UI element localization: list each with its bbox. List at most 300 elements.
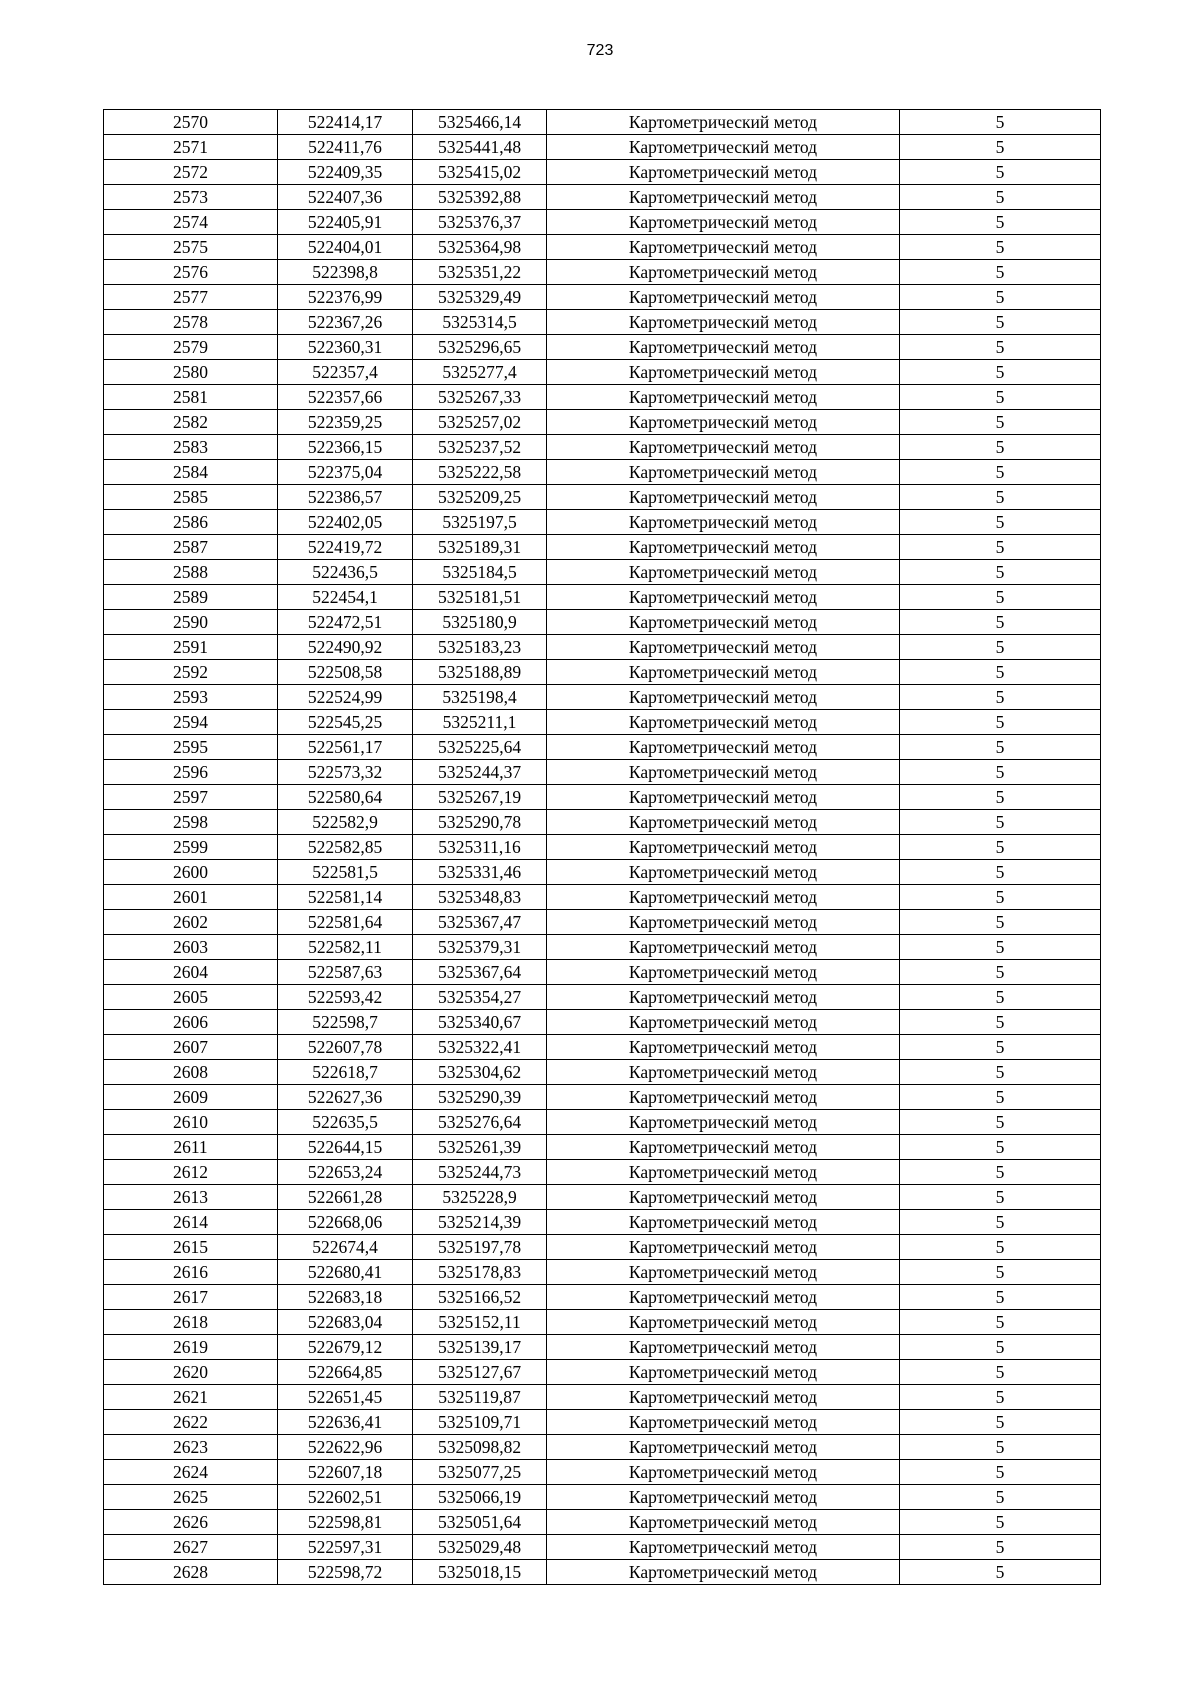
x-coordinate-cell: 522607,78 [278, 1035, 413, 1060]
method-cell: Картометрический метод [547, 510, 900, 535]
table-row [104, 985, 1101, 1010]
y-coordinate-cell: 5325152,11 [413, 1310, 547, 1335]
page-number: 723 [586, 42, 614, 59]
method-cell: Картометрический метод [547, 1085, 900, 1110]
y-coordinate-cell: 5325051,64 [413, 1510, 547, 1535]
accuracy-cell: 5 [900, 510, 1101, 535]
x-coordinate-cell: 522367,26 [278, 310, 413, 335]
x-coordinate-cell: 522366,15 [278, 435, 413, 460]
table-row [104, 1310, 1101, 1335]
y-coordinate-cell: 5325127,67 [413, 1360, 547, 1385]
method-cell: Картометрический метод [547, 885, 900, 910]
method-cell: Картометрический метод [547, 685, 900, 710]
point-number-cell: 2620 [104, 1360, 278, 1385]
x-coordinate-cell: 522679,12 [278, 1335, 413, 1360]
y-coordinate-cell: 5325209,25 [413, 485, 547, 510]
accuracy-cell: 5 [900, 335, 1101, 360]
y-coordinate-cell: 5325466,14 [413, 110, 547, 135]
y-coordinate-cell: 5325331,46 [413, 860, 547, 885]
y-coordinate-cell: 5325237,52 [413, 435, 547, 460]
method-cell: Картометрический метод [547, 185, 900, 210]
table-row [104, 1485, 1101, 1510]
x-coordinate-cell: 522587,63 [278, 960, 413, 985]
point-number-cell: 2626 [104, 1510, 278, 1535]
point-number-cell: 2587 [104, 535, 278, 560]
x-coordinate-cell: 522404,01 [278, 235, 413, 260]
y-coordinate-cell: 5325311,16 [413, 835, 547, 860]
x-coordinate-cell: 522597,31 [278, 1535, 413, 1560]
point-number-cell: 2577 [104, 285, 278, 310]
point-number-cell: 2592 [104, 660, 278, 685]
table-row [104, 1210, 1101, 1235]
point-number-cell: 2578 [104, 310, 278, 335]
accuracy-cell: 5 [900, 1085, 1101, 1110]
y-coordinate-cell: 5325351,22 [413, 260, 547, 285]
accuracy-cell: 5 [900, 1460, 1101, 1485]
method-cell: Картометрический метод [547, 360, 900, 385]
table-row [104, 835, 1101, 860]
y-coordinate-cell: 5325189,31 [413, 535, 547, 560]
point-number-cell: 2611 [104, 1135, 278, 1160]
accuracy-cell: 5 [900, 660, 1101, 685]
method-cell: Картометрический метод [547, 1260, 900, 1285]
y-coordinate-cell: 5325348,83 [413, 885, 547, 910]
table-row [104, 1460, 1101, 1485]
accuracy-cell: 5 [900, 585, 1101, 610]
x-coordinate-cell: 522618,7 [278, 1060, 413, 1085]
x-coordinate-cell: 522593,42 [278, 985, 413, 1010]
x-coordinate-cell: 522598,81 [278, 1510, 413, 1535]
y-coordinate-cell: 5325188,89 [413, 660, 547, 685]
point-number-cell: 2625 [104, 1485, 278, 1510]
x-coordinate-cell: 522359,25 [278, 410, 413, 435]
table-row [104, 110, 1101, 135]
y-coordinate-cell: 5325183,23 [413, 635, 547, 660]
y-coordinate-cell: 5325290,78 [413, 810, 547, 835]
accuracy-cell: 5 [900, 535, 1101, 560]
point-number-cell: 2601 [104, 885, 278, 910]
y-coordinate-cell: 5325257,02 [413, 410, 547, 435]
method-cell: Картометрический метод [547, 1385, 900, 1410]
x-coordinate-cell: 522386,57 [278, 485, 413, 510]
method-cell: Картометрический метод [547, 435, 900, 460]
method-cell: Картометрический метод [547, 1435, 900, 1460]
x-coordinate-cell: 522561,17 [278, 735, 413, 760]
x-coordinate-cell: 522581,64 [278, 910, 413, 935]
y-coordinate-cell: 5325184,5 [413, 560, 547, 585]
x-coordinate-cell: 522405,91 [278, 210, 413, 235]
point-number-cell: 2614 [104, 1210, 278, 1235]
accuracy-cell: 5 [900, 1060, 1101, 1085]
x-coordinate-cell: 522545,25 [278, 710, 413, 735]
table-row [104, 1535, 1101, 1560]
accuracy-cell: 5 [900, 610, 1101, 635]
table-row [104, 710, 1101, 735]
x-coordinate-cell: 522668,06 [278, 1210, 413, 1235]
y-coordinate-cell: 5325329,49 [413, 285, 547, 310]
point-number-cell: 2615 [104, 1235, 278, 1260]
method-cell: Картометрический метод [547, 260, 900, 285]
accuracy-cell: 5 [900, 460, 1101, 485]
x-coordinate-cell: 522508,58 [278, 660, 413, 685]
accuracy-cell: 5 [900, 1535, 1101, 1560]
table-row [104, 1510, 1101, 1535]
accuracy-cell: 5 [900, 485, 1101, 510]
y-coordinate-cell: 5325322,41 [413, 1035, 547, 1060]
accuracy-cell: 5 [900, 1410, 1101, 1435]
y-coordinate-cell: 5325379,31 [413, 935, 547, 960]
x-coordinate-cell: 522472,51 [278, 610, 413, 635]
y-coordinate-cell: 5325166,52 [413, 1285, 547, 1310]
x-coordinate-cell: 522622,96 [278, 1435, 413, 1460]
x-coordinate-cell: 522376,99 [278, 285, 413, 310]
method-cell: Картометрический метод [547, 1135, 900, 1160]
accuracy-cell: 5 [900, 285, 1101, 310]
method-cell: Картометрический метод [547, 810, 900, 835]
y-coordinate-cell: 5325261,39 [413, 1135, 547, 1160]
method-cell: Картометрический метод [547, 1360, 900, 1385]
y-coordinate-cell: 5325441,48 [413, 135, 547, 160]
table-row [104, 285, 1101, 310]
y-coordinate-cell: 5325180,9 [413, 610, 547, 635]
table-row [104, 1135, 1101, 1160]
method-cell: Картометрический метод [547, 460, 900, 485]
point-number-cell: 2597 [104, 785, 278, 810]
method-cell: Картометрический метод [547, 235, 900, 260]
method-cell: Картометрический метод [547, 1560, 900, 1585]
method-cell: Картометрический метод [547, 760, 900, 785]
accuracy-cell: 5 [900, 1285, 1101, 1310]
x-coordinate-cell: 522636,41 [278, 1410, 413, 1435]
accuracy-cell: 5 [900, 635, 1101, 660]
method-cell: Картометрический метод [547, 485, 900, 510]
method-cell: Картометрический метод [547, 860, 900, 885]
point-number-cell: 2619 [104, 1335, 278, 1360]
y-coordinate-cell: 5325290,39 [413, 1085, 547, 1110]
point-number-cell: 2574 [104, 210, 278, 235]
table-row [104, 335, 1101, 360]
accuracy-cell: 5 [900, 160, 1101, 185]
point-number-cell: 2575 [104, 235, 278, 260]
accuracy-cell: 5 [900, 860, 1101, 885]
table-row [104, 1260, 1101, 1285]
x-coordinate-cell: 522602,51 [278, 1485, 413, 1510]
y-coordinate-cell: 5325225,64 [413, 735, 547, 760]
point-number-cell: 2584 [104, 460, 278, 485]
method-cell: Картометрический метод [547, 985, 900, 1010]
y-coordinate-cell: 5325304,62 [413, 1060, 547, 1085]
y-coordinate-cell: 5325214,39 [413, 1210, 547, 1235]
x-coordinate-cell: 522581,14 [278, 885, 413, 910]
x-coordinate-cell: 522581,5 [278, 860, 413, 885]
y-coordinate-cell: 5325354,27 [413, 985, 547, 1010]
table-row [104, 1085, 1101, 1110]
table-row [104, 460, 1101, 485]
x-coordinate-cell: 522644,15 [278, 1135, 413, 1160]
x-coordinate-cell: 522357,4 [278, 360, 413, 385]
method-cell: Картометрический метод [547, 1285, 900, 1310]
accuracy-cell: 5 [900, 560, 1101, 585]
method-cell: Картометрический метод [547, 1060, 900, 1085]
table-row [104, 760, 1101, 785]
accuracy-cell: 5 [900, 1185, 1101, 1210]
point-number-cell: 2604 [104, 960, 278, 985]
y-coordinate-cell: 5325119,87 [413, 1385, 547, 1410]
y-coordinate-cell: 5325340,67 [413, 1010, 547, 1035]
point-number-cell: 2598 [104, 810, 278, 835]
method-cell: Картометрический метод [547, 635, 900, 660]
x-coordinate-cell: 522524,99 [278, 685, 413, 710]
point-number-cell: 2600 [104, 860, 278, 885]
x-coordinate-cell: 522582,9 [278, 810, 413, 835]
method-cell: Картометрический метод [547, 110, 900, 135]
y-coordinate-cell: 5325296,65 [413, 335, 547, 360]
x-coordinate-cell: 522414,17 [278, 110, 413, 135]
method-cell: Картометрический метод [547, 1410, 900, 1435]
point-number-cell: 2570 [104, 110, 278, 135]
y-coordinate-cell: 5325109,71 [413, 1410, 547, 1435]
y-coordinate-cell: 5325178,83 [413, 1260, 547, 1285]
accuracy-cell: 5 [900, 1385, 1101, 1410]
method-cell: Картометрический метод [547, 1310, 900, 1335]
accuracy-cell: 5 [900, 210, 1101, 235]
table-row [104, 960, 1101, 985]
table-row [104, 185, 1101, 210]
x-coordinate-cell: 522651,45 [278, 1385, 413, 1410]
point-number-cell: 2623 [104, 1435, 278, 1460]
x-coordinate-cell: 522607,18 [278, 1460, 413, 1485]
point-number-cell: 2618 [104, 1310, 278, 1335]
method-cell: Картометрический метод [547, 835, 900, 860]
y-coordinate-cell: 5325181,51 [413, 585, 547, 610]
table-row [104, 935, 1101, 960]
table-row [104, 610, 1101, 635]
x-coordinate-cell: 522375,04 [278, 460, 413, 485]
point-number-cell: 2606 [104, 1010, 278, 1035]
x-coordinate-cell: 522653,24 [278, 1160, 413, 1185]
method-cell: Картометрический метод [547, 960, 900, 985]
table-row [104, 785, 1101, 810]
table-row [104, 685, 1101, 710]
point-number-cell: 2607 [104, 1035, 278, 1060]
x-coordinate-cell: 522582,11 [278, 935, 413, 960]
accuracy-cell: 5 [900, 135, 1101, 160]
accuracy-cell: 5 [900, 760, 1101, 785]
accuracy-cell: 5 [900, 435, 1101, 460]
accuracy-cell: 5 [900, 410, 1101, 435]
y-coordinate-cell: 5325139,17 [413, 1335, 547, 1360]
accuracy-cell: 5 [900, 960, 1101, 985]
method-cell: Картометрический метод [547, 785, 900, 810]
x-coordinate-cell: 522582,85 [278, 835, 413, 860]
y-coordinate-cell: 5325376,37 [413, 210, 547, 235]
method-cell: Картометрический метод [547, 585, 900, 610]
table-row [104, 1110, 1101, 1135]
point-number-cell: 2596 [104, 760, 278, 785]
accuracy-cell: 5 [900, 735, 1101, 760]
table-row [104, 410, 1101, 435]
table-row [104, 1385, 1101, 1410]
point-number-cell: 2594 [104, 710, 278, 735]
x-coordinate-cell: 522661,28 [278, 1185, 413, 1210]
accuracy-cell: 5 [900, 985, 1101, 1010]
x-coordinate-cell: 522683,04 [278, 1310, 413, 1335]
method-cell: Картометрический метод [547, 910, 900, 935]
y-coordinate-cell: 5325415,02 [413, 160, 547, 185]
accuracy-cell: 5 [900, 835, 1101, 860]
point-number-cell: 2609 [104, 1085, 278, 1110]
method-cell: Картометрический метод [547, 660, 900, 685]
x-coordinate-cell: 522598,7 [278, 1010, 413, 1035]
point-number-cell: 2589 [104, 585, 278, 610]
x-coordinate-cell: 522680,41 [278, 1260, 413, 1285]
point-number-cell: 2613 [104, 1185, 278, 1210]
point-number-cell: 2602 [104, 910, 278, 935]
table-row [104, 1035, 1101, 1060]
table-row [104, 160, 1101, 185]
method-cell: Картометрический метод [547, 285, 900, 310]
method-cell: Картометрический метод [547, 335, 900, 360]
point-number-cell: 2608 [104, 1060, 278, 1085]
accuracy-cell: 5 [900, 935, 1101, 960]
x-coordinate-cell: 522360,31 [278, 335, 413, 360]
method-cell: Картометрический метод [547, 1535, 900, 1560]
point-number-cell: 2585 [104, 485, 278, 510]
point-number-cell: 2628 [104, 1560, 278, 1585]
y-coordinate-cell: 5325392,88 [413, 185, 547, 210]
accuracy-cell: 5 [900, 235, 1101, 260]
point-number-cell: 2610 [104, 1110, 278, 1135]
accuracy-cell: 5 [900, 1335, 1101, 1360]
table-row [104, 1285, 1101, 1310]
point-number-cell: 2612 [104, 1160, 278, 1185]
table-row [104, 1160, 1101, 1185]
table-row [104, 1235, 1101, 1260]
table-row [104, 860, 1101, 885]
method-cell: Картометрический метод [547, 1185, 900, 1210]
method-cell: Картометрический метод [547, 1210, 900, 1235]
x-coordinate-cell: 522402,05 [278, 510, 413, 535]
x-coordinate-cell: 522683,18 [278, 1285, 413, 1310]
y-coordinate-cell: 5325364,98 [413, 235, 547, 260]
point-number-cell: 2627 [104, 1535, 278, 1560]
table-row [104, 1560, 1101, 1585]
accuracy-cell: 5 [900, 1160, 1101, 1185]
x-coordinate-cell: 522407,36 [278, 185, 413, 210]
table-row [104, 360, 1101, 385]
accuracy-cell: 5 [900, 885, 1101, 910]
y-coordinate-cell: 5325077,25 [413, 1460, 547, 1485]
accuracy-cell: 5 [900, 385, 1101, 410]
point-number-cell: 2590 [104, 610, 278, 635]
y-coordinate-cell: 5325018,15 [413, 1560, 547, 1585]
coordinates-table-body [104, 110, 1101, 1585]
table-row [104, 1435, 1101, 1460]
method-cell: Картометрический метод [547, 935, 900, 960]
table-row [104, 1360, 1101, 1385]
table-row [104, 885, 1101, 910]
y-coordinate-cell: 5325197,78 [413, 1235, 547, 1260]
x-coordinate-cell: 522490,92 [278, 635, 413, 660]
y-coordinate-cell: 5325228,9 [413, 1185, 547, 1210]
point-number-cell: 2582 [104, 410, 278, 435]
accuracy-cell: 5 [900, 1310, 1101, 1335]
accuracy-cell: 5 [900, 1210, 1101, 1235]
accuracy-cell: 5 [900, 910, 1101, 935]
method-cell: Картометрический метод [547, 535, 900, 560]
y-coordinate-cell: 5325197,5 [413, 510, 547, 535]
y-coordinate-cell: 5325066,19 [413, 1485, 547, 1510]
y-coordinate-cell: 5325314,5 [413, 310, 547, 335]
point-number-cell: 2579 [104, 335, 278, 360]
method-cell: Картометрический метод [547, 1110, 900, 1135]
method-cell: Картометрический метод [547, 1160, 900, 1185]
x-coordinate-cell: 522674,4 [278, 1235, 413, 1260]
table-row [104, 635, 1101, 660]
point-number-cell: 2583 [104, 435, 278, 460]
x-coordinate-cell: 522580,64 [278, 785, 413, 810]
point-number-cell: 2622 [104, 1410, 278, 1435]
table-row [104, 135, 1101, 160]
point-number-cell: 2603 [104, 935, 278, 960]
method-cell: Картометрический метод [547, 1235, 900, 1260]
table-row [104, 535, 1101, 560]
accuracy-cell: 5 [900, 1010, 1101, 1035]
method-cell: Картометрический метод [547, 1010, 900, 1035]
point-number-cell: 2586 [104, 510, 278, 535]
accuracy-cell: 5 [900, 685, 1101, 710]
method-cell: Картометрический метод [547, 1460, 900, 1485]
y-coordinate-cell: 5325098,82 [413, 1435, 547, 1460]
x-coordinate-cell: 522664,85 [278, 1360, 413, 1385]
y-coordinate-cell: 5325029,48 [413, 1535, 547, 1560]
point-number-cell: 2572 [104, 160, 278, 185]
method-cell: Картометрический метод [547, 610, 900, 635]
x-coordinate-cell: 522454,1 [278, 585, 413, 610]
accuracy-cell: 5 [900, 1260, 1101, 1285]
method-cell: Картометрический метод [547, 210, 900, 235]
method-cell: Картометрический метод [547, 135, 900, 160]
method-cell: Картометрический метод [547, 1510, 900, 1535]
accuracy-cell: 5 [900, 310, 1101, 335]
x-coordinate-cell: 522436,5 [278, 560, 413, 585]
table-row [104, 585, 1101, 610]
accuracy-cell: 5 [900, 1560, 1101, 1585]
table-row [104, 435, 1101, 460]
table-row [104, 210, 1101, 235]
table-row [104, 310, 1101, 335]
method-cell: Картометрический метод [547, 410, 900, 435]
point-number-cell: 2591 [104, 635, 278, 660]
table-row [104, 1185, 1101, 1210]
accuracy-cell: 5 [900, 710, 1101, 735]
point-number-cell: 2571 [104, 135, 278, 160]
point-number-cell: 2599 [104, 835, 278, 860]
table-row [104, 910, 1101, 935]
accuracy-cell: 5 [900, 1235, 1101, 1260]
y-coordinate-cell: 5325211,1 [413, 710, 547, 735]
y-coordinate-cell: 5325267,19 [413, 785, 547, 810]
x-coordinate-cell: 522627,36 [278, 1085, 413, 1110]
y-coordinate-cell: 5325276,64 [413, 1110, 547, 1135]
x-coordinate-cell: 522357,66 [278, 385, 413, 410]
table-row [104, 1335, 1101, 1360]
point-number-cell: 2624 [104, 1460, 278, 1485]
point-number-cell: 2605 [104, 985, 278, 1010]
accuracy-cell: 5 [900, 1435, 1101, 1460]
accuracy-cell: 5 [900, 785, 1101, 810]
accuracy-cell: 5 [900, 1110, 1101, 1135]
